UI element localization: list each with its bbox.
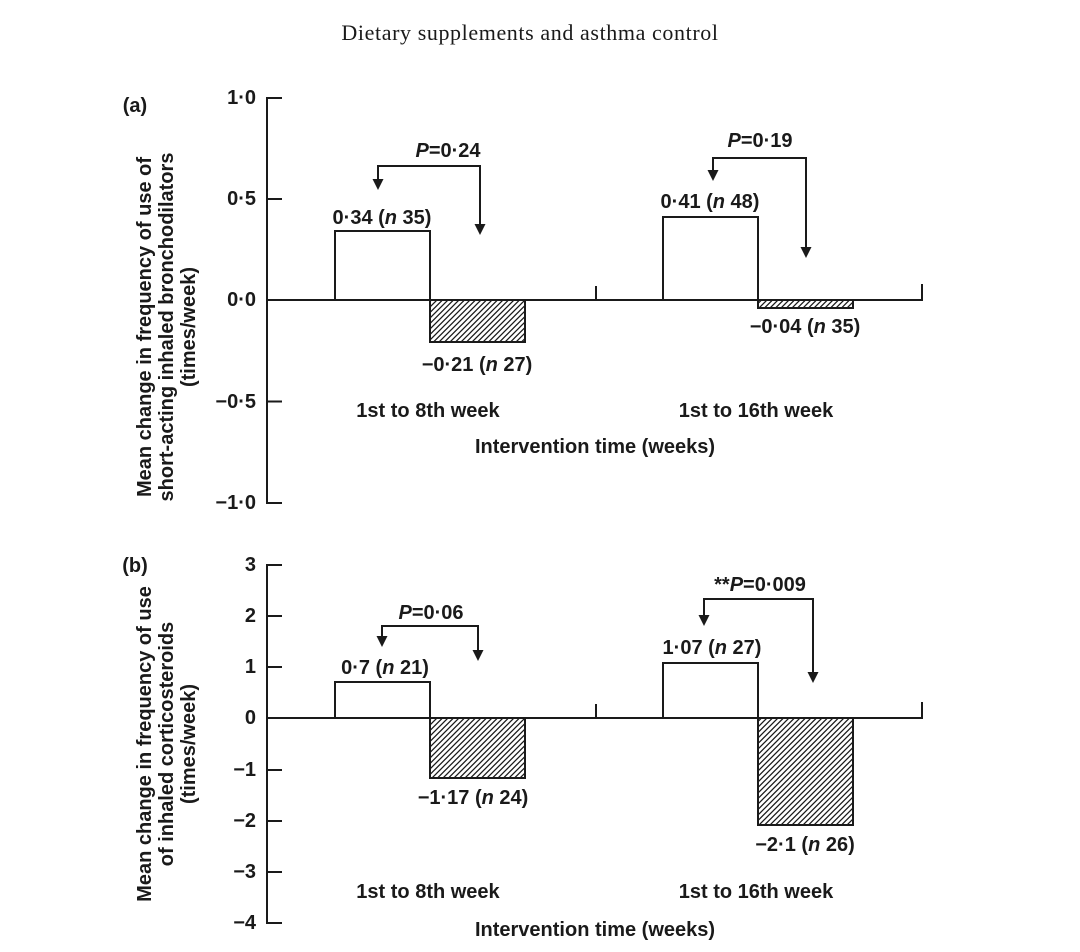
- svg-text:short-acting inhaled bronchodi: short-acting inhaled bronchodilators: [156, 152, 178, 502]
- arrow-down-icon: [377, 636, 388, 647]
- bar-a-group2-hatched-label: −0·04 (n 35): [749, 316, 861, 338]
- panel-a-ytick: 0·0: [227, 289, 256, 311]
- bar-a-group1-hatched-label: −0·21 (n 27): [421, 354, 533, 376]
- panel-a-pvalue-group2: P=0·19: [727, 130, 793, 152]
- svg-text:Mean change in frequency of us: Mean change in frequency of use: [134, 586, 156, 902]
- bar-a-group2-hatched: [758, 300, 853, 308]
- panel-b-ytick: −4: [233, 912, 256, 934]
- panel-a-ytick: 0·5: [227, 188, 256, 210]
- svg-text:Mean change in frequency of us: Mean change in frequency of use of: [134, 156, 156, 498]
- arrow-down-icon: [699, 615, 710, 626]
- arrow-down-icon: [473, 650, 484, 661]
- panel-a-group1-label: 1st to 8th week: [356, 400, 500, 422]
- panel-b-ytick: 0: [244, 707, 256, 729]
- bar-a-group1-white-label: 0·34 (n 35): [332, 207, 432, 229]
- arrow-down-icon: [801, 247, 812, 258]
- bar-b-group1-white-label: 0·7 (n 21): [341, 657, 429, 679]
- bar-b-group2-white-label: 1·07 (n 27): [662, 637, 762, 659]
- panel-a-group2-label: 1st to 16th week: [678, 400, 834, 422]
- panel-b-x-label: Intervention time (weeks): [474, 919, 716, 941]
- arrow-down-icon: [475, 224, 486, 235]
- arrow-down-icon: [373, 179, 384, 190]
- panel-a-y-label: [134, 153, 200, 502]
- panel-b: [122, 554, 922, 941]
- arrow-down-icon: [708, 170, 719, 181]
- panel-b-y-label: [134, 586, 200, 902]
- panel-b-ytick: 2: [244, 605, 256, 627]
- panel-b-group2-label: 1st to 16th week: [678, 881, 834, 903]
- bar-a-group2-white-label: 0·41 (n 48): [660, 191, 760, 213]
- panel-a-ytick: 1·0: [227, 87, 256, 109]
- panel-b-ytick: 1: [244, 656, 256, 678]
- figure-title: Dietary supplements and asthma control: [341, 20, 719, 45]
- panel-b-pvalue-group2: **P=0·009: [714, 574, 806, 596]
- arrow-down-icon: [808, 672, 819, 683]
- panel-b-ytick: −2: [233, 810, 256, 832]
- panel-b-pvalue-group1: P=0·06: [398, 602, 464, 624]
- bar-a-group1-hatched: [430, 300, 525, 342]
- panel-a-ytick: −0·5: [215, 391, 256, 413]
- svg-text:of inhaled corticosteroids: of inhaled corticosteroids: [156, 621, 178, 867]
- panel-b-group1-label: 1st to 8th week: [356, 881, 500, 903]
- panel-b-y-axis: [267, 565, 281, 923]
- bar-a-group1-white: [335, 231, 430, 300]
- bar-b-group1-hatched: [430, 718, 525, 778]
- svg-text:(times/week): (times/week): [178, 683, 200, 805]
- panel-b-tag: (b): [122, 555, 148, 577]
- panel-a-tag: (a): [122, 95, 148, 117]
- bar-b-group1-white: [335, 682, 430, 718]
- panel-a-pvalue-group1: P=0·24: [415, 140, 481, 162]
- svg-text:(times/week): (times/week): [178, 266, 200, 388]
- panel-b-ytick: −1: [233, 759, 256, 781]
- panel-a: [123, 87, 922, 514]
- bar-b-group1-hatched-label: −1·17 (n 24): [417, 787, 529, 809]
- bar-a-group2-white: [663, 217, 758, 300]
- panel-b-ytick: −3: [233, 861, 256, 883]
- panel-b-bracket-group1: [377, 626, 484, 661]
- panel-a-ytick: −1·0: [215, 492, 256, 514]
- panel-a-x-label: Intervention time (weeks): [474, 436, 716, 458]
- bar-b-group2-hatched-label: −2·1 (n 26): [755, 834, 855, 856]
- bar-b-group2-hatched: [758, 718, 853, 825]
- panel-b-ytick: 3: [244, 554, 256, 576]
- bar-b-group2-white: [663, 663, 758, 718]
